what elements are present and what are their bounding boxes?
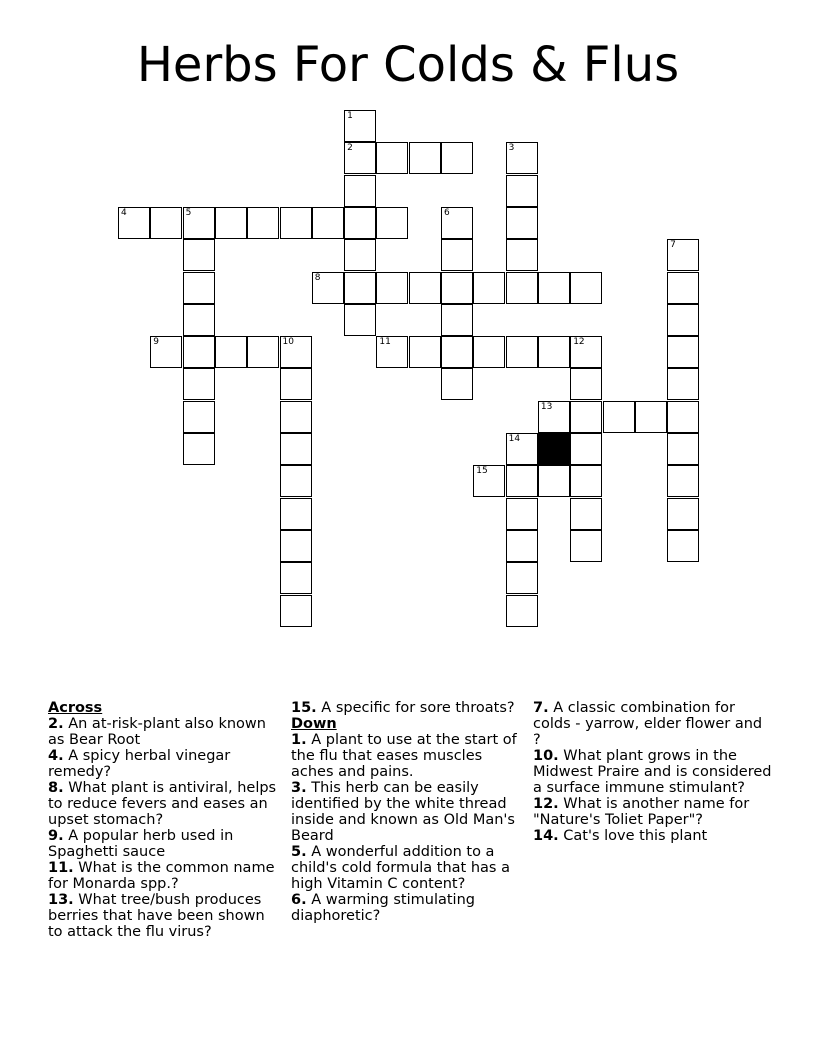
grid-cell[interactable] [280,530,312,562]
grid-cell[interactable] [506,595,538,627]
cell-number: 14 [508,434,521,444]
grid-cell[interactable] [247,207,279,239]
down-clue: 14. Cat's love this plant [533,828,708,844]
grid-cell[interactable] [409,142,441,174]
grid-cell[interactable] [312,272,344,304]
grid-cell[interactable] [441,239,473,271]
grid-cell[interactable] [506,142,538,174]
grid-cell[interactable] [667,368,699,400]
grid-cell[interactable] [570,498,602,530]
grid-cell[interactable] [506,272,538,304]
grid-cell[interactable] [280,336,312,368]
down-clue: 7. A classic combination for colds - yarrow, elder flower and ? [533,700,763,748]
grid-cell[interactable] [473,336,505,368]
grid-cell[interactable] [667,401,699,433]
grid-cell[interactable] [280,401,312,433]
grid-cell[interactable] [441,368,473,400]
grid-cell[interactable] [506,175,538,207]
cell-number: 6 [444,207,450,218]
cell-number: 8 [314,272,321,283]
grid-cell[interactable] [441,336,473,368]
grid-cell[interactable] [280,433,312,465]
grid-cell[interactable] [473,465,505,497]
grid-cell[interactable] [635,401,667,433]
grid-cell[interactable] [667,433,699,465]
grid-cell[interactable] [280,498,312,530]
down-heading: Down [291,716,337,732]
across-clue: 9. A popular herb used in Spaghetti sauce [48,828,234,860]
grid-cell[interactable] [506,207,538,239]
grid-cell[interactable] [344,304,376,336]
grid-cell[interactable] [538,272,570,304]
across-clue: 11. What is the common name for Monarda spp.? [48,860,275,892]
grid-cell[interactable] [667,304,699,336]
down-clue: 6. A warming stimulating diaphoretic? [291,892,475,924]
grid-cell[interactable] [150,336,182,368]
grid-cell[interactable] [376,142,408,174]
grid-cell[interactable] [570,433,602,465]
grid-cell[interactable] [570,368,602,400]
grid-cell[interactable] [280,562,312,594]
across-clue: 13. What tree/bush produces berries that have been shown to attack the flu virus? [48,892,265,940]
grid-cell[interactable] [344,175,376,207]
grid-cell[interactable] [667,239,699,271]
grid-cell[interactable] [183,207,215,239]
grid-cell[interactable] [344,272,376,304]
grid-cell[interactable] [183,433,215,465]
grid-cell[interactable] [215,207,247,239]
cell-number: 2 [347,143,353,154]
across-clue: 2. An at-risk-plant also known as Bear Root [48,716,266,748]
grid-cell[interactable] [506,433,538,465]
grid-cell[interactable] [441,272,473,304]
cell-number: 13 [540,401,553,412]
grid-cell[interactable] [441,142,473,174]
grid-cell[interactable] [183,368,215,400]
grid-cell[interactable] [376,207,408,239]
grid-cell[interactable] [667,498,699,530]
grid-cell[interactable] [667,465,699,497]
down-clue: 5. A wonderful addition to a child's cold formula that has a high Vitamin C content? [291,844,510,892]
grid-cell[interactable] [506,239,538,271]
clues-column-3 [533,700,773,844]
grid-cell[interactable] [280,207,312,239]
grid-cell[interactable] [538,465,570,497]
across-clue: 15. A specific for sore throats? [291,700,515,716]
down-clue: 10. What plant grows in the Midwest Praire and is considered a surface immune stimulant? [533,748,772,796]
grid-cell[interactable] [667,336,699,368]
clues-column-1 [48,700,278,940]
across-heading: Across [48,700,103,716]
grid-cell[interactable] [344,207,376,239]
grid-cell[interactable] [441,207,473,239]
grid-cell[interactable] [280,595,312,627]
grid-cell[interactable] [570,272,602,304]
cell-number: 15 [476,466,488,477]
grid-cell[interactable] [344,110,376,142]
grid-cell[interactable] [280,465,312,497]
down-clue: 3. This herb can be easily identified by the white thread inside and known as Old Man's Beard [291,780,515,844]
grid-cell[interactable] [409,336,441,368]
cell-number: 9 [153,337,160,348]
cell-number: 12 [573,337,585,348]
down-clue: 12. What is another name for "Nature's Toliet Paper"? [533,796,750,828]
grid-cell[interactable] [183,304,215,336]
grid-cell[interactable] [473,272,505,304]
grid-cell[interactable] [506,530,538,562]
cell-number: 11 [379,337,391,348]
cell-number: 7 [670,240,676,251]
grid-cell[interactable] [344,239,376,271]
grid-cell[interactable] [183,401,215,433]
cell-number: 3 [508,143,515,154]
grid-cell[interactable] [570,530,602,562]
grid-cell[interactable] [506,465,538,497]
grid-cell[interactable] [667,530,699,562]
grid-cell[interactable] [183,272,215,304]
grid-cell[interactable] [376,272,408,304]
grid-cell[interactable] [409,272,441,304]
cell-number: 10 [282,337,294,348]
grid-cell[interactable] [150,207,182,239]
grid-cell[interactable] [603,401,635,433]
clues-column-2 [291,700,523,924]
across-clue: 8. What plant is antiviral, helps to reduce fevers and eases an upset stomach? [48,780,277,828]
across-clue: 4. A spicy herbal vinegar remedy? [48,748,231,780]
grid-cell[interactable] [506,498,538,530]
black-cell [538,433,570,465]
grid-cell[interactable] [667,272,699,304]
grid-cell[interactable] [538,401,570,433]
grid-cell[interactable] [570,401,602,433]
grid-cell[interactable] [506,336,538,368]
puzzle-title: Herbs For Colds & Flus [136,37,680,93]
down-clue: 1. A plant to use at the start of the flu that eases muscles aches and pains. [291,732,517,780]
cell-number: 4 [121,207,127,218]
grid-cell[interactable] [312,207,344,239]
cell-number: 1 [347,111,353,121]
grid-cell[interactable] [280,368,312,400]
grid-cell[interactable] [376,336,408,368]
grid-cell[interactable] [538,336,570,368]
grid-cell[interactable] [570,465,602,497]
grid-cell[interactable] [247,336,279,368]
grid-cell[interactable] [344,142,376,174]
grid-cell[interactable] [506,562,538,594]
grid-cell[interactable] [441,304,473,336]
grid-cell[interactable] [570,336,602,368]
grid-cell[interactable] [118,207,150,239]
grid-cell[interactable] [215,336,247,368]
grid-cell[interactable] [183,239,215,271]
grid-cell[interactable] [183,336,215,368]
cell-number: 5 [185,207,192,218]
